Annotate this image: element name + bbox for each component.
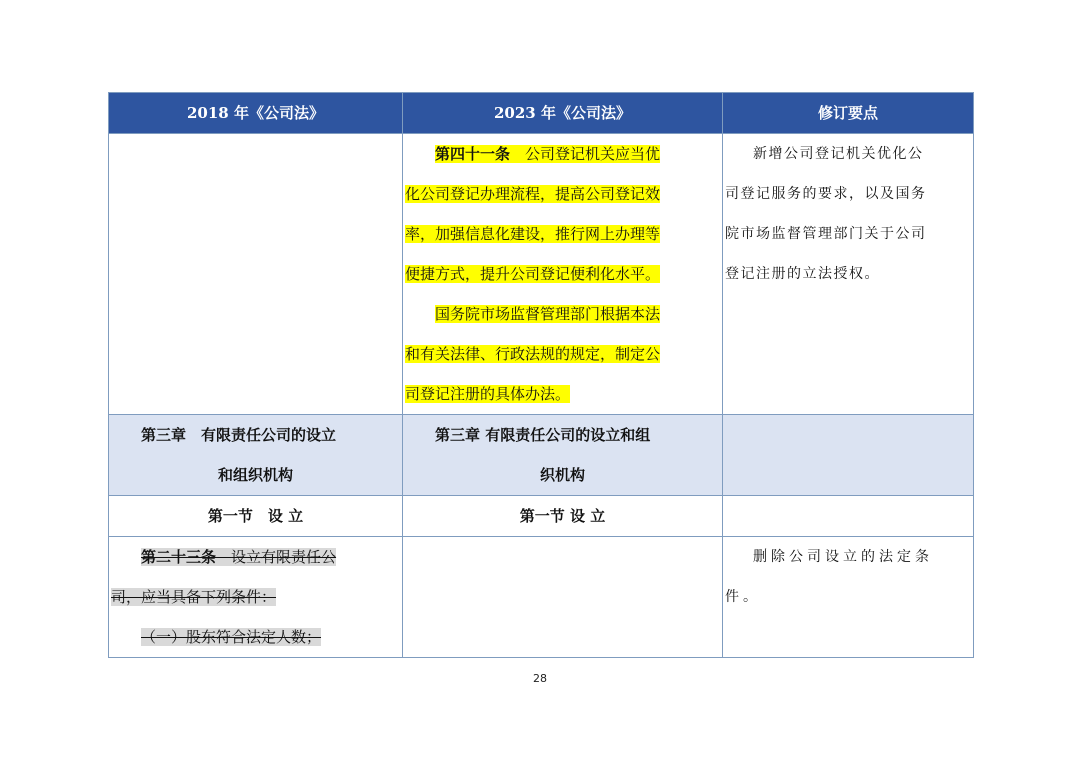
header-revision-points: 修订要点: [723, 93, 974, 134]
article-41-line-6: 和有关法律、行政法规的规定，制定公: [405, 345, 661, 363]
chapter-2023-line-2: 织机构: [539, 466, 585, 484]
cell-2023-article-41: [403, 134, 723, 415]
section-2018-title: 第一节 设 立: [207, 507, 304, 525]
chapter-2018-line-1: 第三章 有限责任公司的设立: [141, 426, 337, 444]
cell-2018-empty: [109, 134, 403, 415]
table-row-section-1: [109, 496, 974, 537]
cell-2023-section: [403, 496, 723, 537]
revision-23-line-2: 件。: [725, 589, 761, 605]
revision-line-1: 新增公司登记机关优化公: [753, 146, 924, 162]
article-23-line-3: （一）股东符合法定人数；: [141, 628, 322, 646]
article-23-line-2: 司，应当具备下列条件：: [111, 588, 277, 606]
article-41-line-1: 第四十一条 公司登记机关应当优: [435, 145, 661, 163]
cell-2018-chapter: [109, 415, 403, 496]
revision-line-2: 司登记服务的要求，以及国务: [725, 186, 927, 202]
table-row-article-41: [109, 134, 974, 415]
chapter-2018-line-2: 和组织机构: [217, 466, 293, 484]
header-2023: 2023 年《公司法》: [403, 93, 723, 134]
table-header-row: [109, 93, 974, 134]
revision-line-3: 院市场监督管理部门关于公司: [725, 226, 927, 242]
header-2018: 2018 年《公司法》: [109, 93, 403, 134]
cell-2023-chapter: [403, 415, 723, 496]
cell-2018-section: [109, 496, 403, 537]
article-41-line-3: 率，加强信息化建设，推行网上办理等: [405, 225, 661, 243]
cell-2023-article-23-empty: [403, 537, 723, 658]
comparison-table: [108, 92, 974, 658]
article-41-line-4: 便捷方式，提升公司登记便利化水平。: [405, 265, 661, 283]
article-23-title: 第二十三条: [141, 548, 217, 566]
cell-revision-section-empty: [723, 496, 974, 537]
revision-line-4: 登记注册的立法授权。: [725, 266, 880, 282]
cell-revision-article-41: [723, 134, 974, 415]
page-number: 28: [533, 672, 547, 685]
table-row-chapter-3: [109, 415, 974, 496]
article-23-line-1: 第二十三条 设立有限责任公: [141, 548, 337, 566]
cell-revision-article-23: [723, 537, 974, 658]
cell-revision-chapter-empty: [723, 415, 974, 496]
revision-23-line-1: 删除公司设立的法定条: [753, 549, 933, 565]
article-41-title: 第四十一条: [435, 145, 511, 163]
article-41-line-7: 司登记注册的具体办法。: [405, 385, 571, 403]
article-41-line-2: 化公司登记办理流程，提高公司登记效: [405, 185, 661, 203]
cell-2018-article-23: [109, 537, 403, 658]
table-row-article-23: [109, 537, 974, 658]
section-2023-title: 第一节 设 立: [519, 507, 606, 525]
chapter-2023-line-1: 第三章 有限责任公司的设立和组: [435, 426, 651, 444]
article-41-line-5: 国务院市场监督管理部门根据本法: [435, 305, 661, 323]
